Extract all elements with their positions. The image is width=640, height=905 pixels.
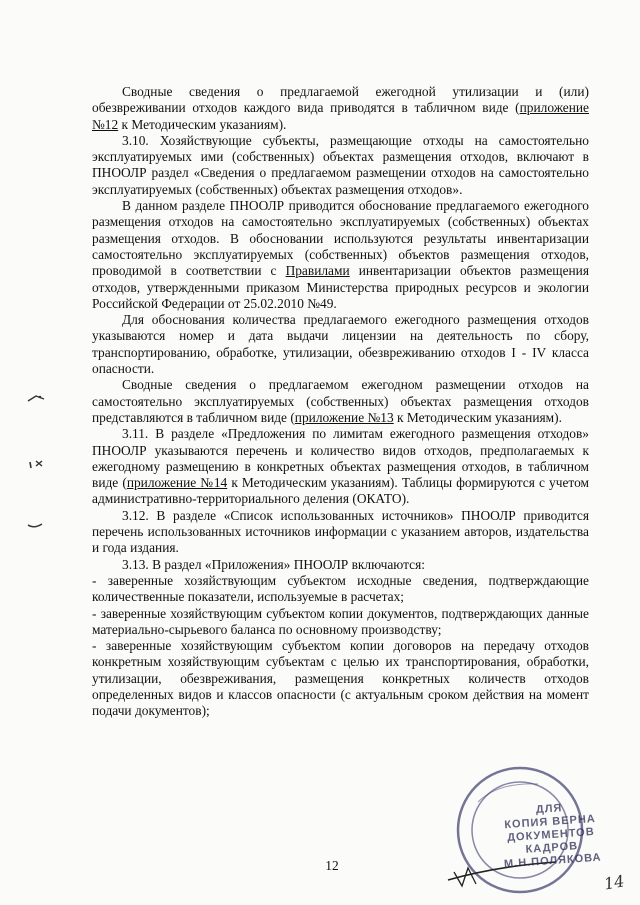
margin-mark-3: [26, 520, 44, 530]
stamp-text: ДЛЯ КОПИЯ ВЕРНА ДОКУМЕНТОВ КАДРОВ М.Н.ПОЛЯКОВА: [503, 802, 602, 871]
paragraph-license: Для обоснования количества предлагаемого ежегодного размещения отходов указываются номер и дата выдачи лицензии на деятельность по сбору, транспортированию, обработке, утилизации, обезвреживанию отходов I - IV класса опасности.: [92, 312, 589, 377]
paragraph-3-11: 3.11. В разделе «Предложения по лимитам ежегодного размещения отходов» ПНООЛР указываются перечень и количество видов отходов, предполагаемых к ежегодному размещению в конкретных объектах размещения отходов, в табличном виде (приложение №14 к Методическим указаниям). Таблицы формируются с учетом административно-территориального деления (ОКАТО).: [92, 426, 589, 507]
margin-mark-2: [28, 458, 46, 470]
link-appendix-13[interactable]: приложение №13: [294, 409, 394, 425]
link-rules[interactable]: Правилами: [285, 263, 350, 279]
paragraph-summary-utilization: Сводные сведения о предлагаемой ежегодной утилизации и (или) обезвреживании отходов каждого вида приводятся в табличном виде (приложение №12 к Методическим указаниям).: [92, 84, 589, 132]
paragraph-summary-placement: Сводные сведения о предлагаемом ежегодном размещении отходов на самостоятельно эксплуатируемых (собственных) объектах размещения отходов представляются в табличном виде (приложение №13 к Методическим указаниям).: [92, 377, 589, 425]
link-appendix-12[interactable]: приложение №12: [92, 100, 589, 132]
document-body: [92, 84, 589, 720]
margin-mark-1: [26, 392, 46, 406]
page-number: 12: [325, 858, 339, 873]
list-item-source-data: - заверенные хозяйствующим субъектом исходные сведения, подтверждающие количественные показатели, используемые в расчетах;: [92, 572, 589, 605]
link-appendix-14[interactable]: приложение №14: [126, 475, 228, 491]
paragraph-3-13: 3.13. В раздел «Приложения» ПНООЛР включаются:: [122, 556, 425, 572]
paragraph-3-10: 3.10. Хозяйствующие субъекты, размещающие отходы на самостоятельно эксплуатируемых ими (собственных) объектах размещения отходов, включают в ПНООЛР раздел «Сведения о предлагаемом размещении отходов на самостоятельно эксплуатируемых (собственных) объектах размещения отходов».: [92, 132, 589, 197]
list-item-contracts: - заверенные хозяйствующим субъектом копии договоров на передачу отходов конкретным хозяйствующим субъектам с целью их транспортирования, обработки, утилизации, обезвреживания, размещения конкретных количеств отходов определенных видов и классов опасности (с актуальным сроком действия на момент подачи документов);: [92, 638, 589, 719]
list-item-balance-documents: - заверенные хозяйствующим субъектом копии документов, подтверждающих данные материально-сырьевого баланса по основному производству;: [92, 605, 589, 637]
handwritten-sheet-number: 14: [602, 871, 626, 894]
paragraph-section-justification: В данном разделе ПНООЛР приводится обоснование предлагаемого ежегодного размещения отходов на самостоятельно эксплуатируемых (собственных) объектах размещения отходов. В обосновании используются результаты инвентаризации самостоятельно эксплуатируемых (собственных) объектов размещения отходов, проводимой в соответствии с Правилами инвентаризации объектов размещения отходов, утвержденными приказом Министерства природных ресурсов и экологии Российской Федерации от 25.02.2010 №49.: [92, 198, 590, 311]
paragraph-3-12: 3.12. В разделе «Список использованных источников» ПНООЛР приводится перечень использованных источников информации с указанием авторов, издательства и года издания.: [92, 507, 589, 556]
